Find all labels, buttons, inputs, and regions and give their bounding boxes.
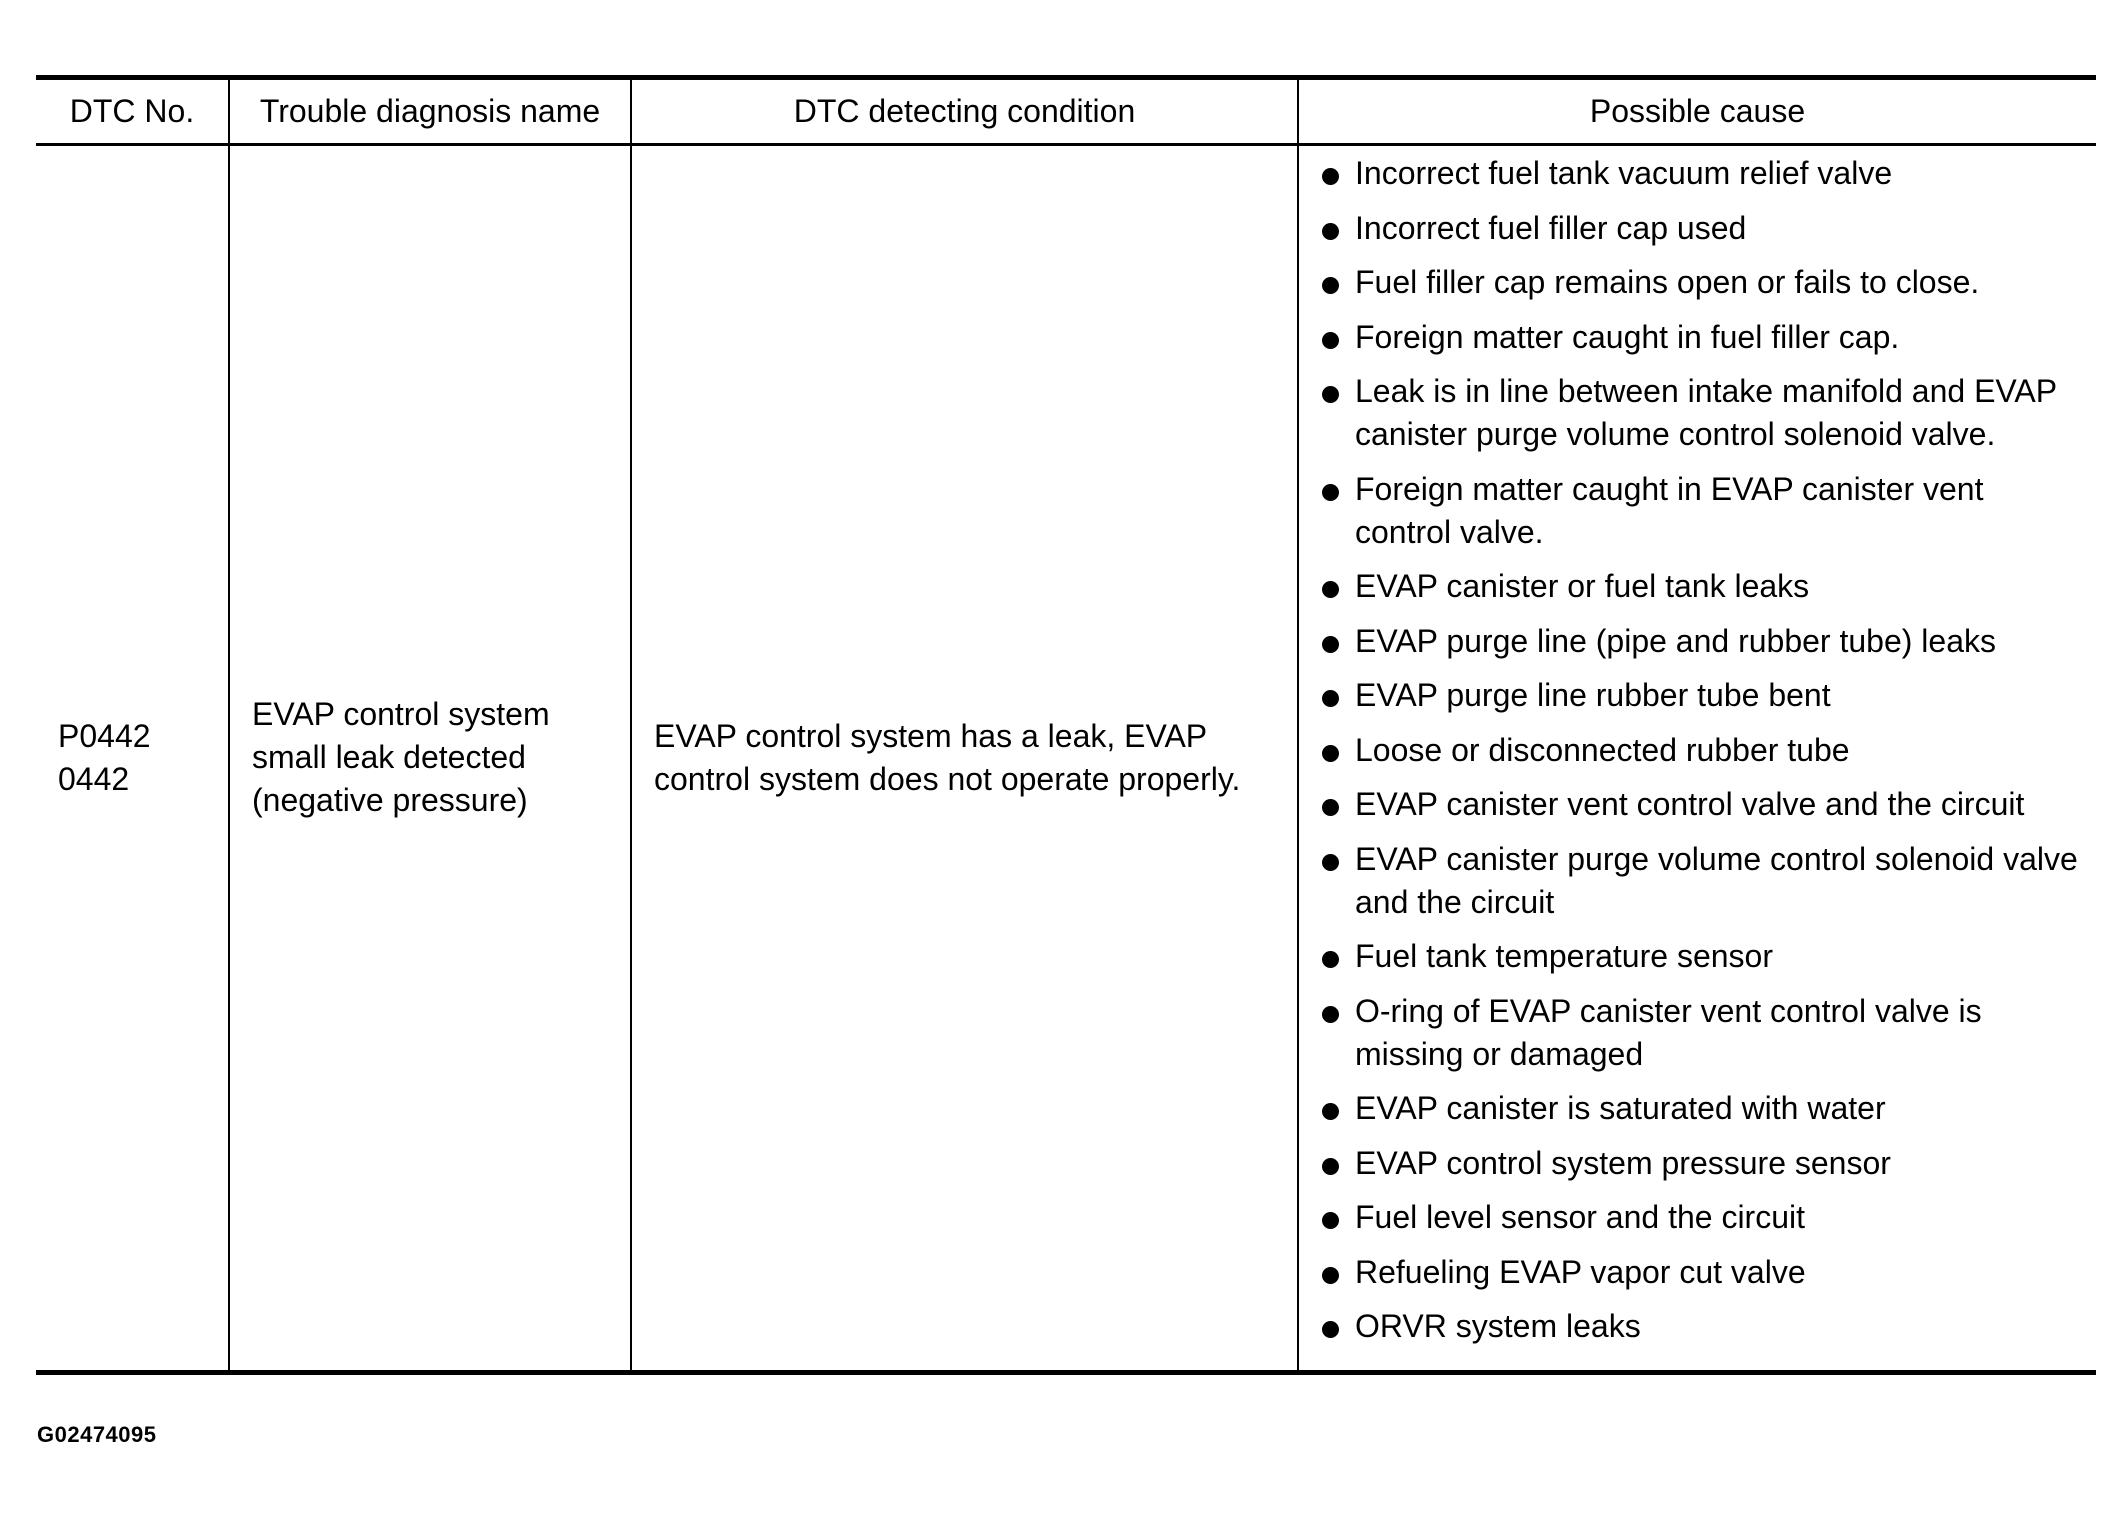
possible-cause-cell xyxy=(1298,145,2096,1373)
list-item: Foreign matter caught in EVAP canister vent control valve. xyxy=(1319,468,2086,554)
diagnosis-name-line: EVAP control system xyxy=(252,696,550,733)
header-dtc-no: DTC No. xyxy=(36,78,229,145)
detecting-condition-cell xyxy=(631,145,1298,1373)
possible-cause-list xyxy=(1319,152,2086,1348)
list-item: Fuel filler cap remains open or fails to close. xyxy=(1319,261,2086,304)
diagnosis-name-line: (negative pressure) xyxy=(252,782,528,819)
list-item: EVAP canister purge volume control solenoid valve and the circuit xyxy=(1319,838,2086,924)
list-item: EVAP purge line rubber tube bent xyxy=(1319,674,2086,717)
detecting-condition-line: EVAP control system has a leak, EVAP xyxy=(654,717,1208,754)
header-possible-cause: Possible cause xyxy=(1298,78,2096,145)
list-item: O-ring of EVAP canister vent control valve is missing or damaged xyxy=(1319,990,2086,1076)
diagnosis-name-line: small leak detected xyxy=(252,739,526,776)
header-trouble-diagnosis-name: Trouble diagnosis name xyxy=(229,78,631,145)
list-item: Fuel tank temperature sensor xyxy=(1319,935,2086,978)
list-item: EVAP canister or fuel tank leaks xyxy=(1319,565,2086,608)
dtc-no-cell xyxy=(36,145,229,1373)
list-item: Incorrect fuel filler cap used xyxy=(1319,207,2086,250)
list-item: Foreign matter caught in fuel filler cap. xyxy=(1319,316,2086,359)
dtc-code: 0442 xyxy=(58,760,130,797)
list-item: EVAP canister vent control valve and the circuit xyxy=(1319,783,2086,826)
list-item: EVAP purge line (pipe and rubber tube) leaks xyxy=(1319,620,2086,663)
list-item: EVAP control system pressure sensor xyxy=(1319,1142,2086,1185)
figure-code: G02474095 xyxy=(37,1422,157,1447)
header-dtc-detecting-condition: DTC detecting condition xyxy=(631,78,1298,145)
dtc-code: P0442 xyxy=(58,717,151,754)
dtc-table xyxy=(36,75,2096,1375)
list-item: ORVR system leaks xyxy=(1319,1305,2086,1348)
list-item: Fuel level sensor and the circuit xyxy=(1319,1196,2086,1239)
list-item: Loose or disconnected rubber tube xyxy=(1319,729,2086,772)
list-item: EVAP canister is saturated with water xyxy=(1319,1087,2086,1130)
list-item: Incorrect fuel tank vacuum relief valve xyxy=(1319,152,2086,195)
detecting-condition-line: control system does not operate properly. xyxy=(654,760,1241,797)
header-row xyxy=(36,78,2096,145)
list-item: Leak is in line between intake manifold and EVAP canister purge volume control solenoid valve. xyxy=(1319,370,2086,456)
list-item: Refueling EVAP vapor cut valve xyxy=(1319,1251,2086,1294)
diagnosis-name-cell xyxy=(229,145,631,1373)
table-row xyxy=(36,145,2096,1373)
